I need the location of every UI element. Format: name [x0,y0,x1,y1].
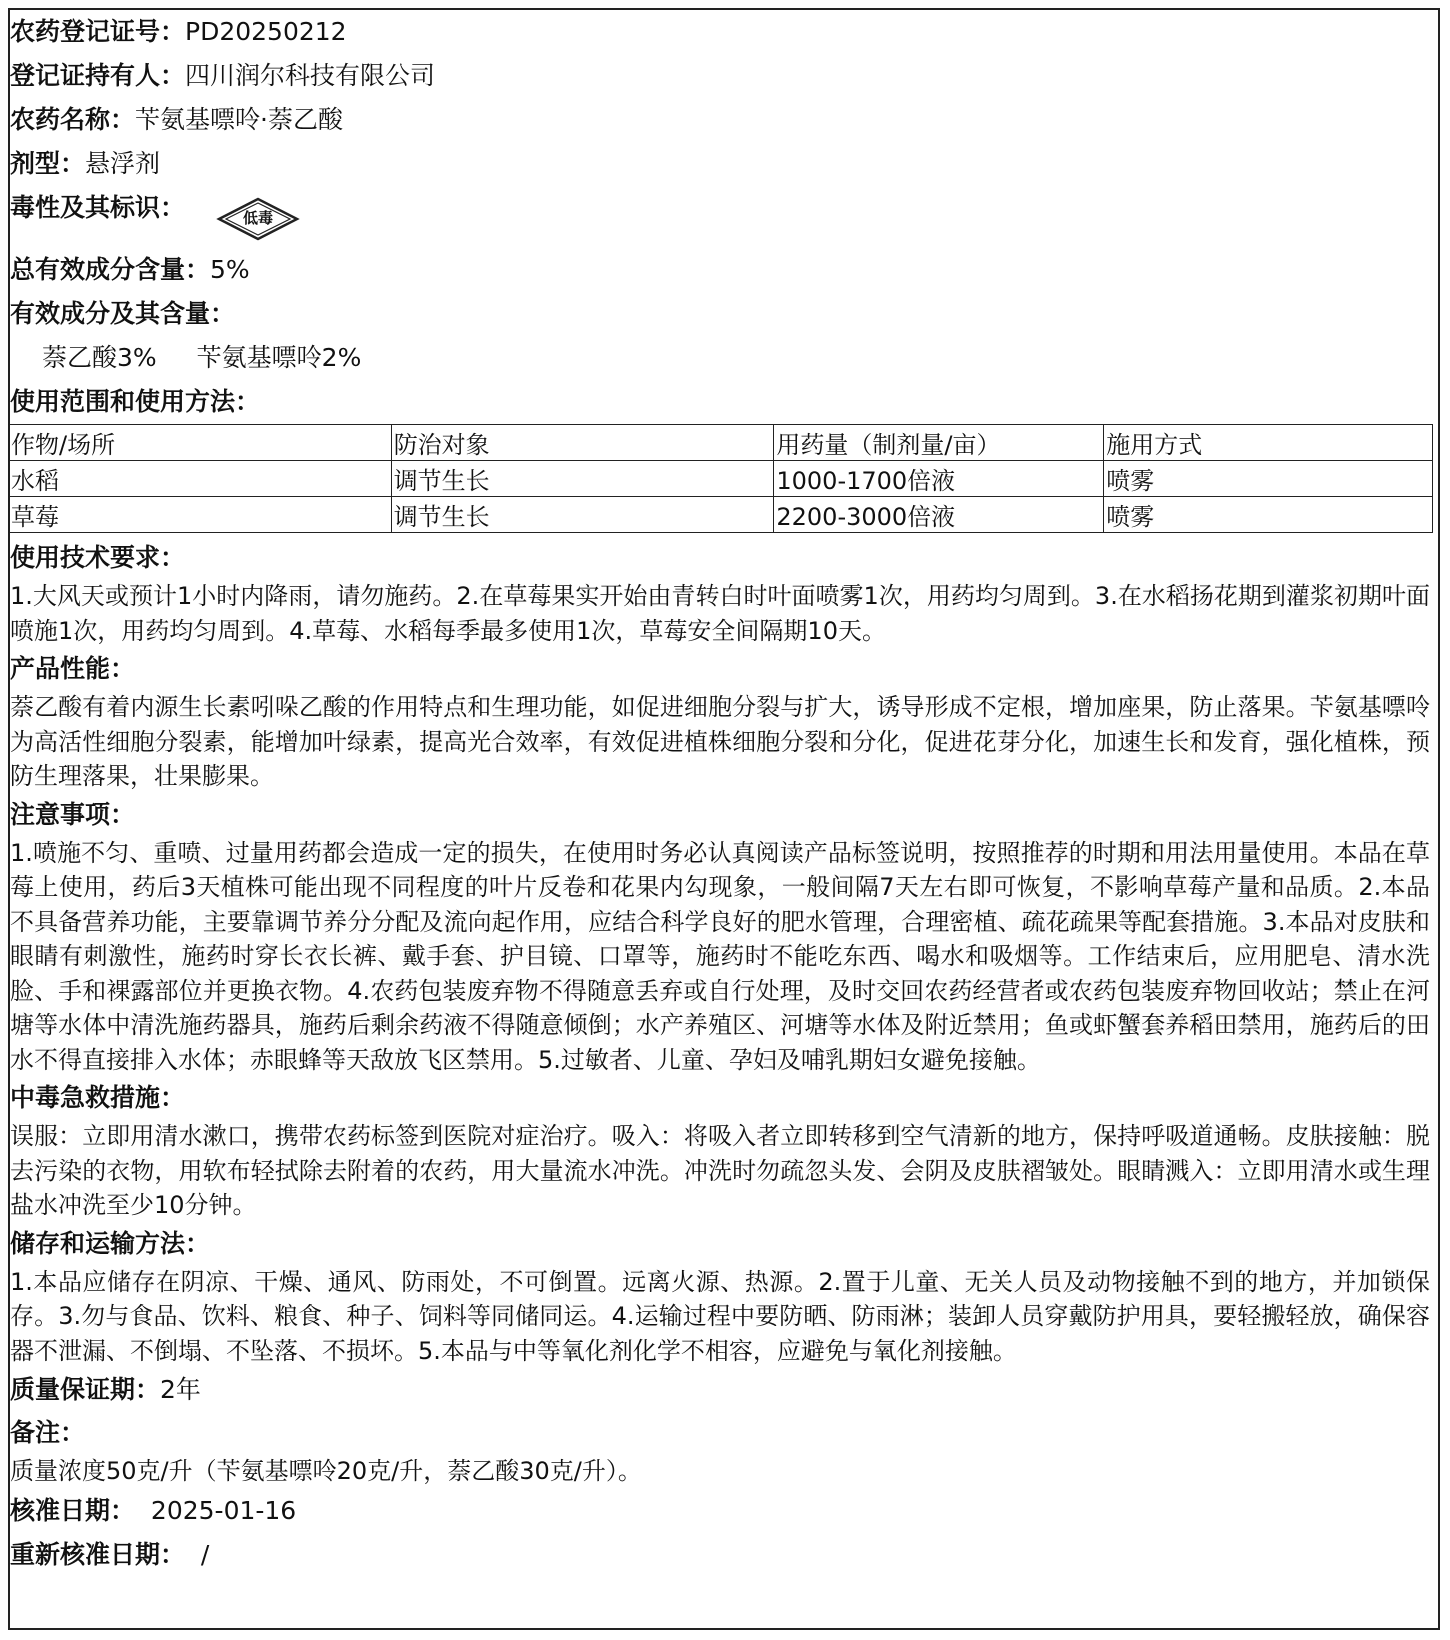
reapproval-date-value: / [200,1539,210,1569]
performance-text: 萘乙酸有着内源生长素吲哚乙酸的作用特点和生理功能，如促进细胞分裂与扩大，诱导形成不定根，增加座果，防止落果。苄氨基嘌呤为高活性细胞分裂素，能增加叶绿素，提高光合效率，有效促进植株细胞分裂和分化，促进花芽分化，加速生长和发育，强化植株，预防生理落果，壮果膨果。 [10,693,1430,790]
first-aid-text: 误服：立即用清水漱口，携带农药标签到医院对症治疗。吸入：将吸入者立即转移到空气清新的地方，保持呼吸道通畅。皮肤接触：脱去污染的衣物，用软布轻拭除去附着的农药，用大量流水冲洗。冲洗时勿疏忽头发、会阴及皮肤褶皱处。眼睛溅入：立即用清水或生理盐水冲洗至少10分钟。 [10,1122,1430,1219]
ingredients-label: 有效成分及其含量： [10,299,236,328]
table-cell: 2200-3000倍液 [774,497,1104,533]
table-cell: 1000-1700倍液 [774,461,1104,497]
first-aid-heading: 中毒急救措施： [10,1083,186,1112]
performance-heading: 产品性能： [10,654,136,683]
total-content-row [10,248,1430,292]
name-row [10,98,1430,142]
registration-label: 农药登记证号： [10,17,186,46]
table-cell: 调节生长 [391,497,774,533]
low-toxicity-mark-icon [215,196,301,242]
approval-date-value: 2025-01-16 [150,1495,297,1525]
usage-table [8,424,1433,533]
registration-row [10,10,1430,54]
total-content-value: 5% [210,255,250,284]
shelf-life-label: 质量保证期： [10,1375,161,1404]
storage-text: 1.本品应储存在阴凉、干燥、通风、防雨处，不可倒置。远离火源、热源。2.置于儿童、无关人员及动物接触不到的地方，并加锁保存。3.勿与食品、饮料、粮食、种子、饲料等同储同运。4.运输过程中要防晒、防雨淋；装卸人员穿戴防护用具，要轻搬轻放，确保容器不泄漏、不倒塌、不坠落、不损坏。5.本品与中等氧化剂化学不相容，应避免与氧化剂接触。 [10,1267,1430,1365]
reapproval-date-row [10,1533,1430,1577]
reapproval-date-label: 重新核准日期： [10,1539,186,1569]
registration-value: PD20250212 [185,17,347,46]
pesticide-label-document [10,10,1430,1577]
approval-date-label: 核准日期： [10,1495,136,1525]
name-label: 农药名称： [10,105,136,134]
toxicity-label: 毒性及其标识： [10,193,186,222]
formulation-value: 悬浮剂 [85,149,161,178]
remarks-heading: 备注： [10,1418,86,1447]
table-cell: 喷雾 [1104,461,1433,497]
table-header-cell: 用药量（制剂量/亩） [774,425,1104,461]
holder-label: 登记证持有人： [10,61,186,90]
cautions-text: 1.喷施不匀、重喷、过量用药都会造成一定的损失，在使用时务必认真阅读产品标签说明，按照推荐的时期和用法用量使用。本品在草莓上使用，药后3天植株可能出现不同程度的叶片反卷和花果内勾现象，一般间隔7天左右即可恢复，不影响草莓产量和品质。2.本品不具备营养功能，主要靠调节养分分配及流向起作用，应结合科学良好的肥水管理，合理密植、疏花疏果等配套措施。3.本品对皮肤和眼睛有刺激性，施药时穿长衣长裤、戴手套、护目镜、口罩等，施药时不能吃东西、喝水和吸烟等。工作结束后，应用肥皂、清水洗脸、手和裸露部位并更换衣物。4.农药包装废弃物不得随意丢弃或自行处理，及时交回农药经营者或农药包装废弃物回收站；禁止在河塘等水体中清洗施药器具，施药后剩余药液不得随意倾倒；水产养殖区、河塘等水体及附近禁用；鱼或虾蟹套养稻田禁用，施药后的田水不得直接排入水体；赤眼蜂等天敌放飞区禁用。5.过敏者、儿童、孕妇及哺乳期妇女避免接触。 [10,838,1430,1074]
table-header-cell: 施用方式 [1104,425,1433,461]
shelf-life-row [10,1368,1430,1412]
ingredients-row [10,292,1430,336]
table-row [9,461,1433,497]
tech-heading: 使用技术要求： [10,543,186,572]
toxicity-row [10,186,1430,248]
approval-date-row [10,1489,1430,1533]
storage-heading: 储存和运输方法： [10,1228,211,1258]
table-header-cell: 作物/场所 [9,425,392,461]
formulation-row [10,142,1430,186]
formulation-label: 剂型： [10,149,86,178]
total-content-label: 总有效成分含量： [10,255,211,284]
usage-row [10,380,1430,424]
ingredient-item: 苄氨基嘌呤2% [196,343,362,372]
toxicity-mark-text: 低毒 [242,209,273,227]
table-cell: 调节生长 [391,461,774,497]
name-value: 苄氨基嘌呤·萘乙酸 [135,105,343,134]
ingredients-list [10,336,1430,380]
table-row [9,497,1433,533]
table-cell: 草莓 [9,497,392,533]
cautions-heading: 注意事项： [10,799,136,829]
tech-text: 1.大风天或预计1小时内降雨，请勿施药。2.在草莓果实开始由青转白时叶面喷雾1次，用药均匀周到。3.在水稻扬花期到灌浆初期叶面喷施1次，用药均匀周到。4.草莓、水稻每季最多使用1次，草莓安全间隔期10天。 [10,582,1430,645]
holder-row [10,54,1430,98]
table-header-cell: 防治对象 [391,425,774,461]
table-cell: 水稻 [9,461,392,497]
remarks-text: 质量浓度50克/升（苄氨基嘌呤20克/升，萘乙酸30克/升）。 [10,1457,642,1485]
table-header-row [9,425,1433,461]
holder-value: 四川润尔科技有限公司 [185,61,436,90]
shelf-life-value: 2年 [160,1375,201,1404]
usage-label: 使用范围和使用方法： [10,387,261,416]
table-cell: 喷雾 [1104,497,1433,533]
ingredient-item: 萘乙酸3% [42,343,157,372]
